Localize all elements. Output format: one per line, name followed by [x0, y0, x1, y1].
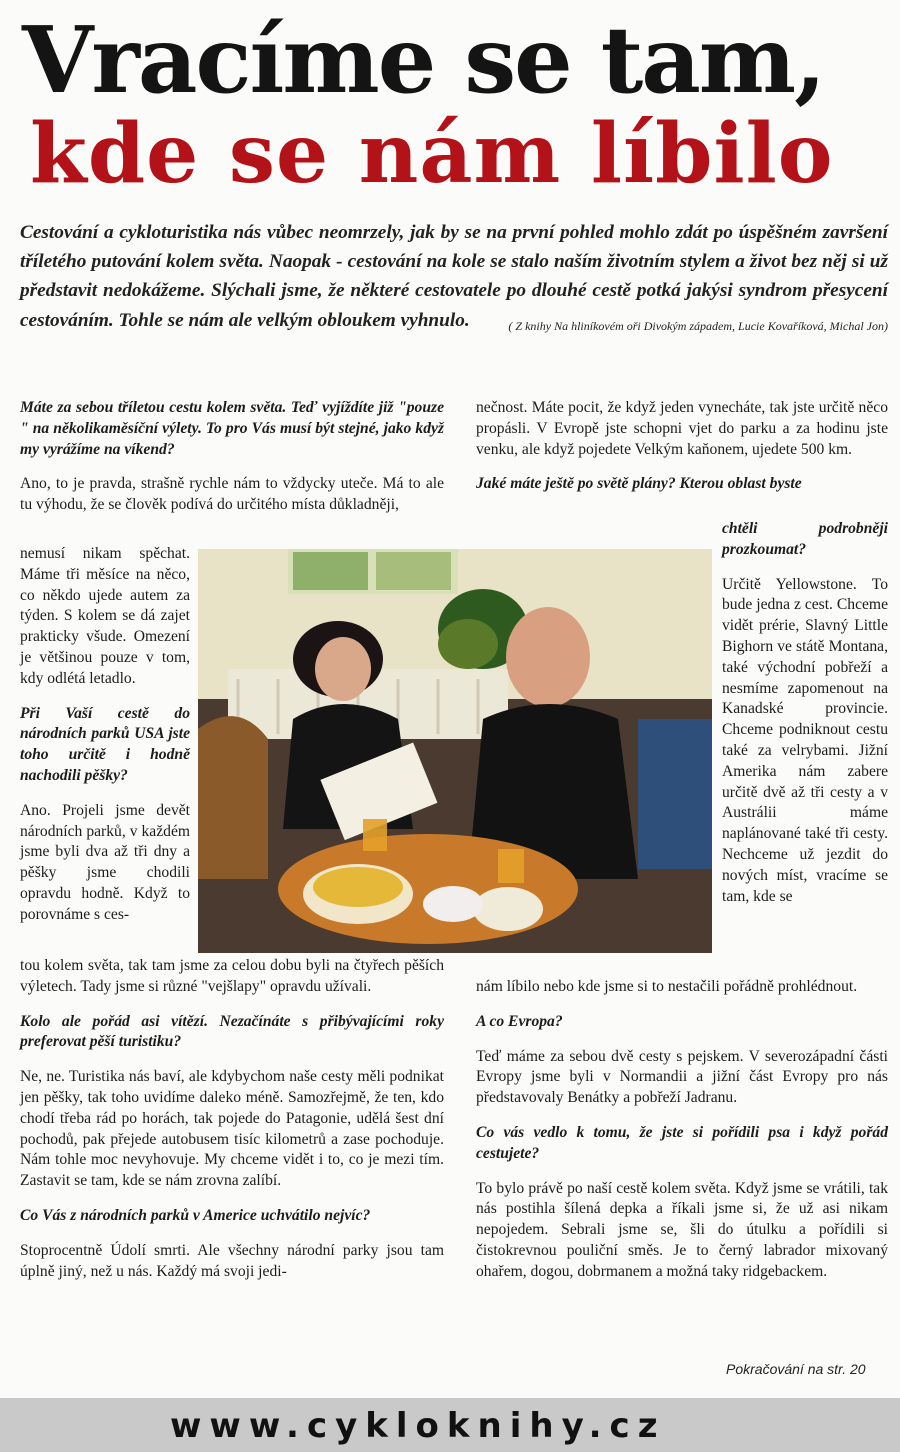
question-7: Co vás vedlo k tomu, že jste si pořídili psa i když pořád cestujete? — [476, 1123, 888, 1162]
answer-6: Teď máme za sebou dvě cesty s pejskem. V severozápadní části Evropy jsme byli v Normandii a jižní část Evropy pro nás představovaly Benátky a pobřeží Jadranu. — [476, 1047, 888, 1107]
footer-bar — [0, 1398, 900, 1452]
question-5-narrow: chtěli podrobněji prozkoumat? — [722, 520, 888, 558]
left-column-narrow — [20, 544, 190, 926]
answer-4-continued: nečnost. Máte pocit, že když jeden vynecháte, tak jste určitě něco propásli. V Evropě jste schopni vjet do parku a za hodinu jste venku, ale když pojedete Velkým kaňonem, ujedete 500 km. — [476, 399, 888, 458]
question-1: Máte za sebou tříletou cestu kolem světa. Teď vyjíždíte již "pouze " na několikaměsíční výlety. To pro Vás musí být stejné, jako když my vyrážíme na víkend? — [20, 399, 444, 458]
answer-7: To bylo právě po naší cestě kolem světa. Když jsme se vrátili, tak nás postihla šílená depka a říkali jsme si, že už asi nikam nepojedem. Sebrali jsme se, šli do útulku a pořídili si čistokrevnou pouliční směs. Je to černý labrador mixovaný ohařem, dogou, dobrmanem a možná taky ridgebackem. — [476, 1179, 888, 1280]
answer-5-wide: nám líbilo nebo kde jsme si to nestačili pořádně prohlédnout. — [476, 978, 858, 995]
page-title: Vracíme se tam, — [22, 6, 825, 114]
lead-paragraph — [20, 218, 888, 341]
continuation-note: Pokračování na str. 20 — [726, 1361, 866, 1377]
answer-4: Stoprocentně Údolí smrti. Ale všechny národní parky jsou tam úplně jiný, než u nás. Každý má svoji jedi- — [20, 1241, 444, 1280]
footer-url[interactable]: www.cykloknihy.cz — [170, 1406, 666, 1446]
question-2: Při Vaší cestě do národních parků USA jste toho určitě i hodně nachodili pěšky? — [20, 704, 190, 784]
right-column-bottom — [476, 977, 888, 1283]
photo-illustration — [198, 549, 712, 953]
right-column-top — [476, 398, 888, 495]
answer-5-narrow: Určitě Yellowstone. To bude jedna z cest. Chceme vidět prérie, Slavný Little Bighorn ve státě Montana, také východní pobřeží a nesmíme zapomenout na Kanadské provincie. Chceme podniknout cestu také za velrybami. Jižní Amerika nám zabere určitě dvě až tři cesty a v Austrálii máme naplánované také tři cesty. Nechceme už jezdit do nových míst, vracíme se tam, kde se — [722, 575, 888, 905]
left-column-bottom — [20, 956, 444, 1282]
answer-2-wide: tou kolem světa, tak tam jsme za celou dobu byli na čtyřech pěších výletech. Tady jsme si různé "vejšlapy" opravdu užívali. — [20, 957, 444, 995]
right-column-narrow — [722, 519, 888, 907]
left-column-top — [20, 398, 444, 516]
interview-photo — [198, 549, 712, 953]
answer-1-narrow: nemusí nikam spěchat. Máme tři měsíce na něco, co někdo ujede autem za týden. S kolem se dá zajet prakticky všude. Omezení je většinou pouze v tom, kdy odlétá letadlo. — [20, 545, 190, 687]
question-3: Kolo ale pořád asi vítězí. Nezačínáte s přibývajícími roky preferovat pěší turistiku? — [20, 1012, 444, 1051]
question-6: A co Evropa? — [476, 1012, 563, 1030]
answer-3: Ne, ne. Turistika nás baví, ale kdybychom naše cesty měli podnikat jen pěšky, tak toho uvidíme daleko méně. Samozřejmě, že ten, kdo chodí třeba rád po horách, tak pojede do Patagonie, udělá šest dní pochodů, pak přejede autobusem tisíc kilometrů a zase pochoduje. Nám tohle moc nevyhovuje. My chceme vidět i to, co je mezi tím. Zastavit se tam, kde se nám zrovna zalíbí. — [20, 1068, 444, 1190]
lead-text: Cestování a cykloturistika nás vůbec neomrzely, jak by se na první pohled mohlo zdát po úspěšném završení tříletého putování kolem světa. Naopak - cestování na kole se stalo naším životním stylem a život bez něj si už představit nedokážeme. Slýchali jsme, že některé cestovatele po dlouhé cestě potká jakýsi syndrom přesycení cestováním. Tohle se nám ale velkým obloukem vyhnulo. — [20, 222, 888, 331]
answer-2-narrow: Ano. Projeli jsme devět národních parků, v každém jsme byli dva až tři dny a pěšky jsme chodili opravdu hodně. Když to porovnáme s ces- — [20, 801, 190, 923]
page-subtitle: kde se nám líbilo — [30, 106, 834, 202]
lead-source: ( Z knihy Na hliníkovém oři Divokým západem, Lucie Kovaříková, Michal Jon) — [508, 318, 888, 333]
question-4: Co Vás z národních parků v Americe uchvátilo nejvíc? — [20, 1206, 371, 1224]
answer-1-top: Ano, to je pravda, strašně rychle nám to vždycky uteče. Má to ale tu výhodu, že se člověk podívá do určitého místa důkladněji, — [20, 475, 444, 514]
question-5-wide: Jaké máte ještě po světě plány? Kterou oblast byste — [476, 475, 802, 493]
